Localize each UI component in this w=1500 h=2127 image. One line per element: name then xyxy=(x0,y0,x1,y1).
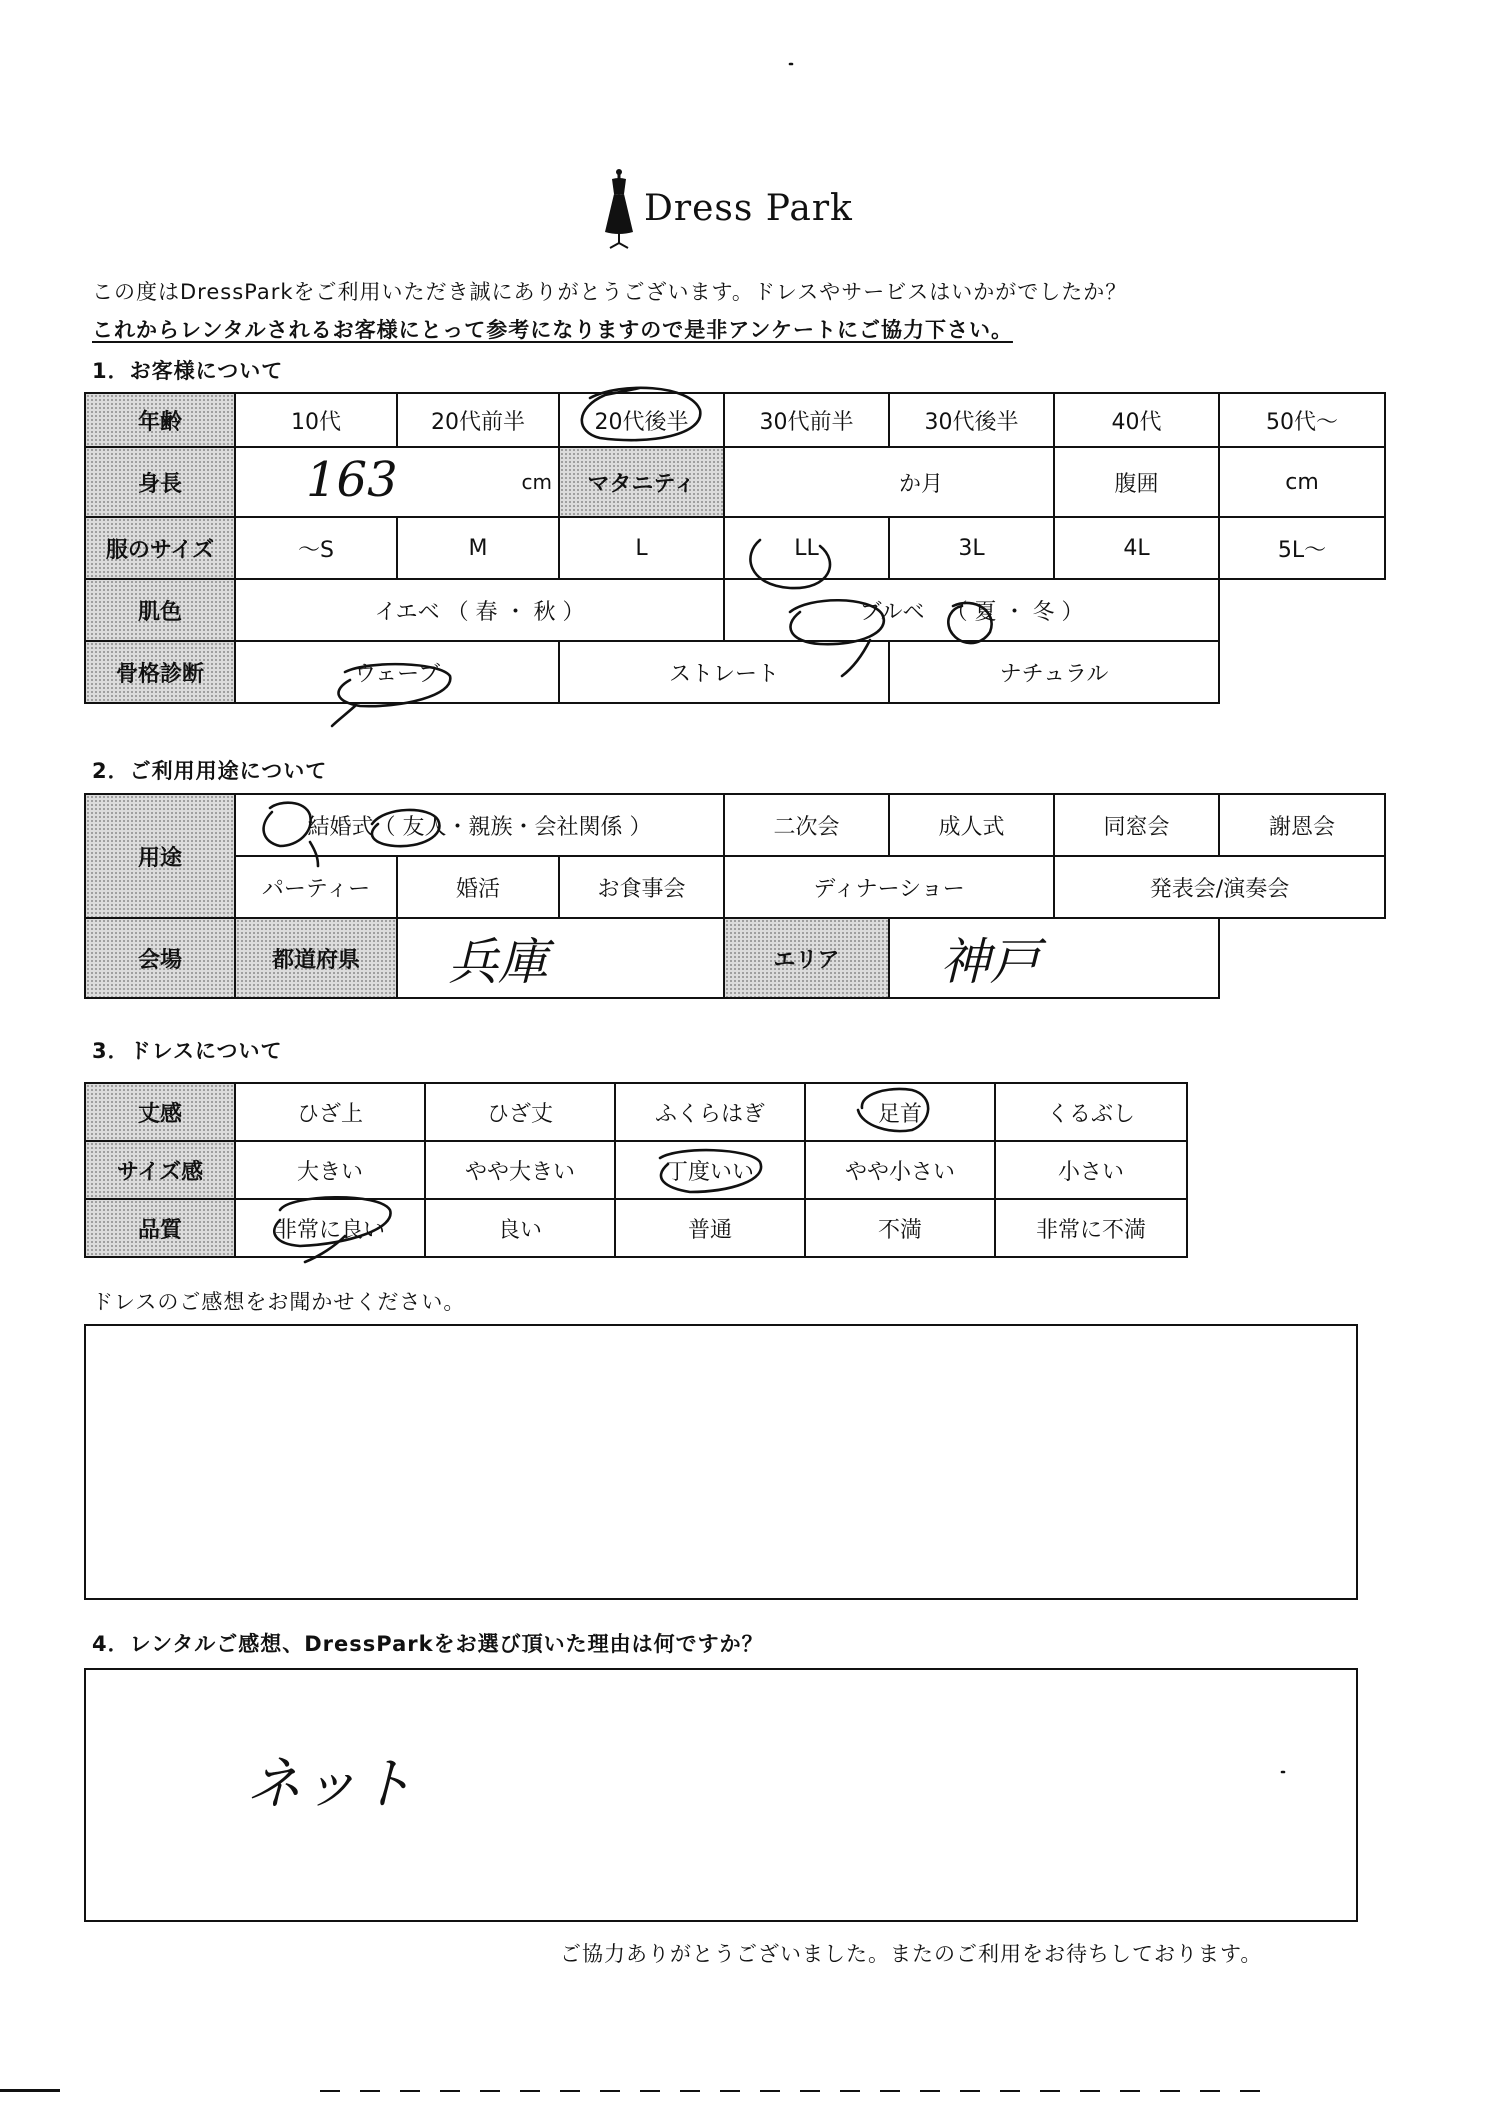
dress-table xyxy=(84,1082,1188,1258)
skin-row xyxy=(85,579,1385,641)
height-value: 163 xyxy=(306,452,398,508)
blank-cell xyxy=(1219,641,1385,703)
age-row xyxy=(85,393,1385,447)
wedding-option[interactable]: 結婚式（ 友人・親族・会社関係 ） xyxy=(235,794,724,856)
fit-option[interactable]: 大きい xyxy=(235,1141,425,1199)
fit-option[interactable]: 小さい xyxy=(995,1141,1187,1199)
prefecture-value: 兵庫 xyxy=(448,933,548,991)
quality-label: 品質 xyxy=(85,1199,235,1257)
purpose-option[interactable]: 二次会 xyxy=(724,794,889,856)
fit-row xyxy=(85,1141,1187,1199)
frame-option[interactable]: ナチュラル xyxy=(889,641,1219,703)
closing-message: ご協力ありがとうございました。またのご利用をお待ちしております。 xyxy=(560,1942,1263,1966)
blank-cell xyxy=(1219,918,1385,998)
section2-title: 2．ご利用用途について xyxy=(92,759,328,783)
length-row xyxy=(85,1083,1187,1141)
quality-option[interactable]: 非常に良い xyxy=(235,1199,425,1257)
circle-mark-frame-wave-tail xyxy=(332,706,355,726)
age-option[interactable]: 20代前半 xyxy=(397,393,559,447)
purpose-option[interactable]: 謝恩会 xyxy=(1219,794,1385,856)
dress-comment-box[interactable] xyxy=(84,1324,1358,1600)
fit-option[interactable]: やや小さい xyxy=(805,1141,995,1199)
prefecture-label: 都道府県 xyxy=(235,918,397,998)
size-option[interactable]: L xyxy=(559,517,724,579)
area-value: 神戸 xyxy=(940,933,1041,991)
length-option[interactable]: ひざ丈 xyxy=(425,1083,615,1141)
quality-row xyxy=(85,1199,1187,1257)
purpose-option[interactable]: 婚活 xyxy=(397,856,559,918)
dress-mannequin-icon xyxy=(602,168,636,250)
prefecture-field[interactable] xyxy=(397,918,724,998)
skin-blue-label: ブルベ xyxy=(859,599,925,625)
size-row xyxy=(85,517,1385,579)
venue-label: 会場 xyxy=(85,918,235,998)
length-option[interactable]: くるぶし xyxy=(995,1083,1187,1141)
purpose-option[interactable]: 発表会/演奏会 xyxy=(1054,856,1385,918)
size-option[interactable]: 5L～ xyxy=(1219,517,1385,579)
maternity-label: マタニティ xyxy=(559,447,724,517)
age-option[interactable]: 30代前半 xyxy=(724,393,889,447)
customer-info-table xyxy=(84,392,1386,704)
height-label: 身長 xyxy=(85,447,235,517)
frame-label: 骨格診断 xyxy=(85,641,235,703)
quality-option[interactable]: 非常に不満 xyxy=(995,1199,1187,1257)
waist-unit[interactable]: cm xyxy=(1219,447,1385,517)
size-option[interactable]: 3L xyxy=(889,517,1054,579)
blank-cell xyxy=(1219,579,1385,641)
skin-label: 肌色 xyxy=(85,579,235,641)
height-field[interactable] xyxy=(235,447,559,517)
logo-text: Dress Park xyxy=(644,188,853,229)
length-option[interactable]: 足首 xyxy=(805,1083,995,1141)
size-label: 服のサイズ xyxy=(85,517,235,579)
fit-option[interactable]: やや大きい xyxy=(425,1141,615,1199)
section3-title: 3．ドレスについて xyxy=(92,1039,283,1063)
purpose-option[interactable]: パーティー xyxy=(235,856,397,918)
dresspark-logo xyxy=(600,168,860,258)
area-field[interactable] xyxy=(889,918,1219,998)
waist-label: 腹囲 xyxy=(1054,447,1219,517)
age-option[interactable]: 10代 xyxy=(235,393,397,447)
size-option[interactable]: M xyxy=(397,517,559,579)
purpose-row-2 xyxy=(85,856,1385,918)
section1-title: 1．お客様について xyxy=(92,359,284,383)
section4-title: 4．レンタルご感想、DressParkをお選び頂いた理由は何ですか？ xyxy=(92,1632,764,1656)
skin-blue-option[interactable] xyxy=(724,579,1219,641)
intro-line-1: この度はDressParkをご利用いただき誠にありがとうございます。ドレスやサービスはいかがでしたか？ xyxy=(92,280,1128,304)
fit-option[interactable]: 丁度いい xyxy=(615,1141,805,1199)
purpose-option[interactable]: お食事会 xyxy=(559,856,724,918)
size-option[interactable]: LL xyxy=(724,517,889,579)
purpose-option[interactable]: 同窓会 xyxy=(1054,794,1219,856)
frame-option[interactable]: ウェーブ xyxy=(235,641,559,703)
area-label: エリア xyxy=(724,918,889,998)
fit-label: サイズ感 xyxy=(85,1141,235,1199)
age-option[interactable]: 20代後半 xyxy=(559,393,724,447)
age-option[interactable]: 30代後半 xyxy=(889,393,1054,447)
height-row xyxy=(85,447,1385,517)
quality-option[interactable]: 良い xyxy=(425,1199,615,1257)
height-unit: cm xyxy=(521,470,552,494)
skin-blue-seasons: （ 夏 ・ 冬 ） xyxy=(945,599,1084,625)
size-option[interactable]: 4L xyxy=(1054,517,1219,579)
purpose-row-1 xyxy=(85,794,1385,856)
size-option[interactable]: ～S xyxy=(235,517,397,579)
footer-scan-marks xyxy=(0,2088,1500,2094)
usage-table xyxy=(84,793,1386,999)
quality-option[interactable]: 不満 xyxy=(805,1199,995,1257)
intro-line-2: これからレンタルされるお客様にとって参考になりますので是非アンケートにご協力下さい。 xyxy=(92,318,1013,342)
maternity-months[interactable]: か月 xyxy=(724,447,1054,517)
length-label: 丈感 xyxy=(85,1083,235,1141)
length-option[interactable]: ひざ上 xyxy=(235,1083,425,1141)
age-option[interactable]: 40代 xyxy=(1054,393,1219,447)
length-option[interactable]: ふくらはぎ xyxy=(615,1083,805,1141)
purpose-label: 用途 xyxy=(85,794,235,918)
venue-row xyxy=(85,918,1385,998)
frame-option[interactable]: ストレート xyxy=(559,641,889,703)
purpose-option[interactable]: 成人式 xyxy=(889,794,1054,856)
age-label: 年齢 xyxy=(85,393,235,447)
reason-box[interactable] xyxy=(84,1668,1358,1922)
quality-option[interactable]: 普通 xyxy=(615,1199,805,1257)
purpose-option[interactable]: ディナーショー xyxy=(724,856,1054,918)
frame-row xyxy=(85,641,1385,703)
skin-yellow-option[interactable]: イエベ （ 春 ・ 秋 ） xyxy=(235,579,724,641)
comment-prompt: ドレスのご感想をお聞かせください。 xyxy=(92,1290,466,1314)
age-option[interactable]: 50代～ xyxy=(1219,393,1385,447)
reason-value: ネット xyxy=(246,1752,414,1817)
